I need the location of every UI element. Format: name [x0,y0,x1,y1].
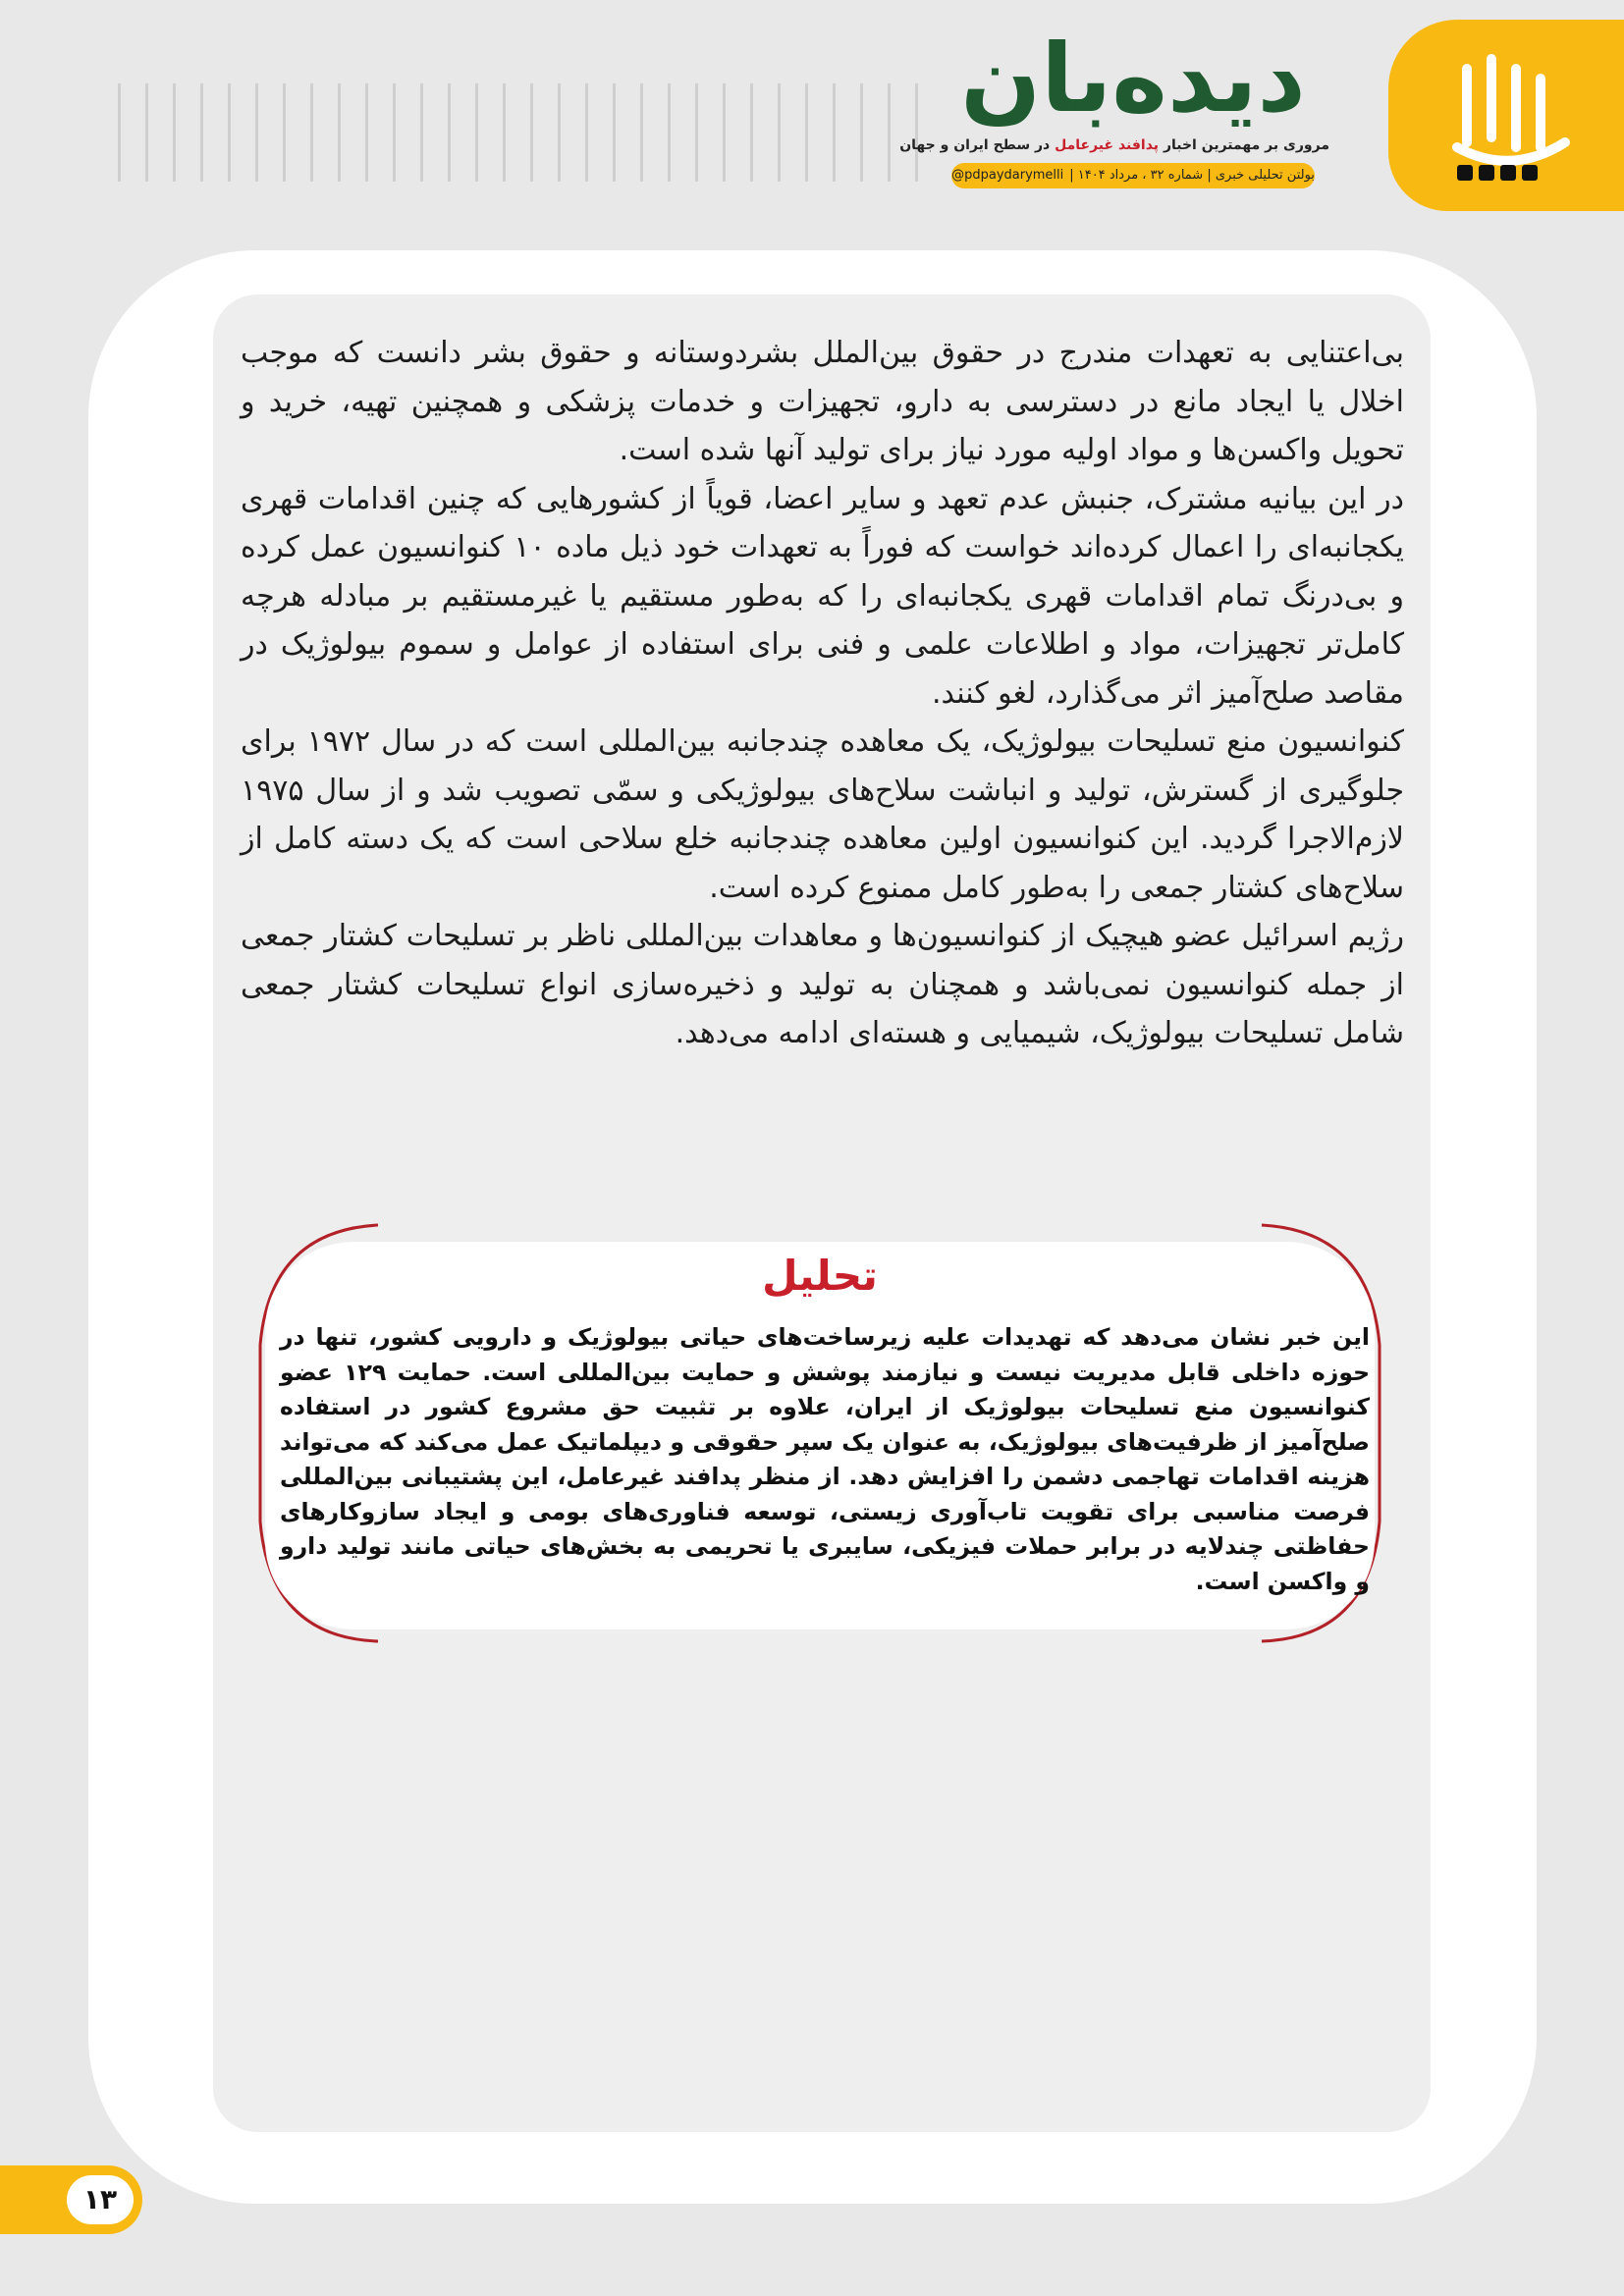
stripe [750,83,753,182]
brand-logo [1388,20,1624,211]
stripe [833,83,836,182]
bulletin-info: بولتن تحلیلی خبری | شماره ۳۲ ، مرداد ۱۴۰۴ | [1069,168,1315,183]
stripe [640,83,643,182]
stripe [860,83,863,182]
masthead-tagline [899,137,1329,153]
stripe [530,83,533,182]
stripe [365,83,368,182]
article-paragraph: بی‌اعتنایی به تعهدات مندرج در حقوق بین‌الملل بشردوستانه و حقوق بشر دانست که موجب اخلال یا ایجاد مانع در دسترسی به دارو، تجهیزات و خدمات پزشکی و همچنین تهیه، خرید و تحویل واکسن‌ها و مواد اولیه مورد نیاز برای تولید آنها شده است. [241,336,1404,467]
stripe [888,83,891,182]
decorative-stripes [118,83,933,182]
stripe [420,83,423,182]
stripe [118,83,121,182]
article-paragraph: در این بیانیه مشترک، جنبش عدم تعهد و سایر اعضا، قویاً از کشورهایی که چنین اقدامات قهری یکجانبه‌ای را اعمال کرده‌اند خواست که فوراً به تعهدات خود ذیل ماده ۱۰ کنوانسیون عمل کرده و بی‌درنگ تمام اقدامات قهری یکجانبه‌ای را که به‌طور مستقیم یا غیرمستقیم بر مبادله هرچه کامل‌تر تجهیزات، مواد و اطلاعات علمی و فنی برای استفاده از عوامل و سموم بیولوژیک در مقاصد صلح‌آمیز اثر می‌گذارد، لغو کنند. [241,481,1404,711]
stripe [228,83,231,182]
masthead [899,20,1329,216]
stripe [338,83,341,182]
bulletin-bar [951,163,1315,188]
article-paragraph: رژیم اسرائیل عضو هیچیک از کنوانسیون‌ها و معاهدات بین‌المللی ناظر بر تسلیحات کشتار جمعی از جمله کنوانسیون نمی‌باشد و همچنان به تولید و ذخیره‌سازی انواع تسلیحات کشتار جمعی شامل تسلیحات بیولوژیک، شیمیایی و هسته‌ای ادامه می‌دهد. [241,919,1404,1050]
article-body [241,329,1404,1058]
stripe [503,83,506,182]
stripe [393,83,396,182]
stripe [695,83,698,182]
stripe [778,83,781,182]
tagline-part: مروری بر مهمترین اخبار [1163,137,1329,153]
stripe [558,83,561,182]
stripe [310,83,313,182]
stripe [200,83,203,182]
analysis-body: این خبر نشان می‌دهد که تهدیدات علیه زیرساخت‌های حیاتی بیولوژیک و دارویی کشور، تنها در حوزه داخلی قابل مدیریت نیست و نیازمند پوشش و حمایت بین‌المللی است. حمایت ۱۲۹ عضو کنوانسیون منع تسلیحات بیولوژیک از ایران، علاوه بر تثبیت حق مشروع کشور در استفاده صلح‌آمیز از ظرفیت‌های بیولوژیک، به عنوان یک سپر حقوقی و دیپلماتیک عمل می‌کند که می‌تواند هزینه اقدامات تهاجمی دشمن را افزایش دهد. از منظر پدافند غیرعامل، این پشتیبانی بین‌المللی فرصت مناسبی برای تقویت تاب‌آوری زیستی، توسعه فناوری‌های بومی و ایجاد سازوکارهای حفاظتی چندلایه در برابر حملات فیزیکی، سایبری یا تحریمی به بخش‌های حیاتی مانند تولید دارو و واکسن است. [280,1323,1371,1595]
stripe [173,83,176,182]
stripe [668,83,671,182]
logo-mark-icon [1437,49,1585,196]
social-handle: @pdpaydarymelli [951,168,1064,183]
stripe [475,83,478,182]
page-number: ۱۳ [67,2175,134,2224]
article-paragraph: کنوانسیون منع تسلیحات بیولوژیک، یک معاهده چندجانبه بین‌المللی است که در سال ۱۹۷۲ برای جلوگیری از گسترش، تولید و انباشت سلاح‌های بیولوژیکی و سمّی تصویب شد و از سال ۱۹۷۵ لازم‌الاجرا گردید. این کنوانسیون اولین معاهده چندجانبه خلع سلاحی است که یک دسته کامل از سلاح‌های کشتار جمعی را به‌طور کامل ممنوع کرده است. [241,724,1404,905]
page-number-tab [0,2165,142,2234]
stripe [283,83,286,182]
stripe [145,83,148,182]
stripe [805,83,808,182]
analysis-title: تحلیل [762,1252,878,1300]
page-header [0,0,1624,226]
tagline-accent: پدافند غیرعامل [1055,137,1160,153]
masthead-title: دیده‌بان [960,24,1306,133]
stripe [723,83,726,182]
stripe [448,83,451,182]
stripe [915,83,918,182]
stripe [255,83,258,182]
stripe [585,83,588,182]
stripe [613,83,616,182]
tagline-part: در سطح ایران و جهان [899,137,1051,153]
